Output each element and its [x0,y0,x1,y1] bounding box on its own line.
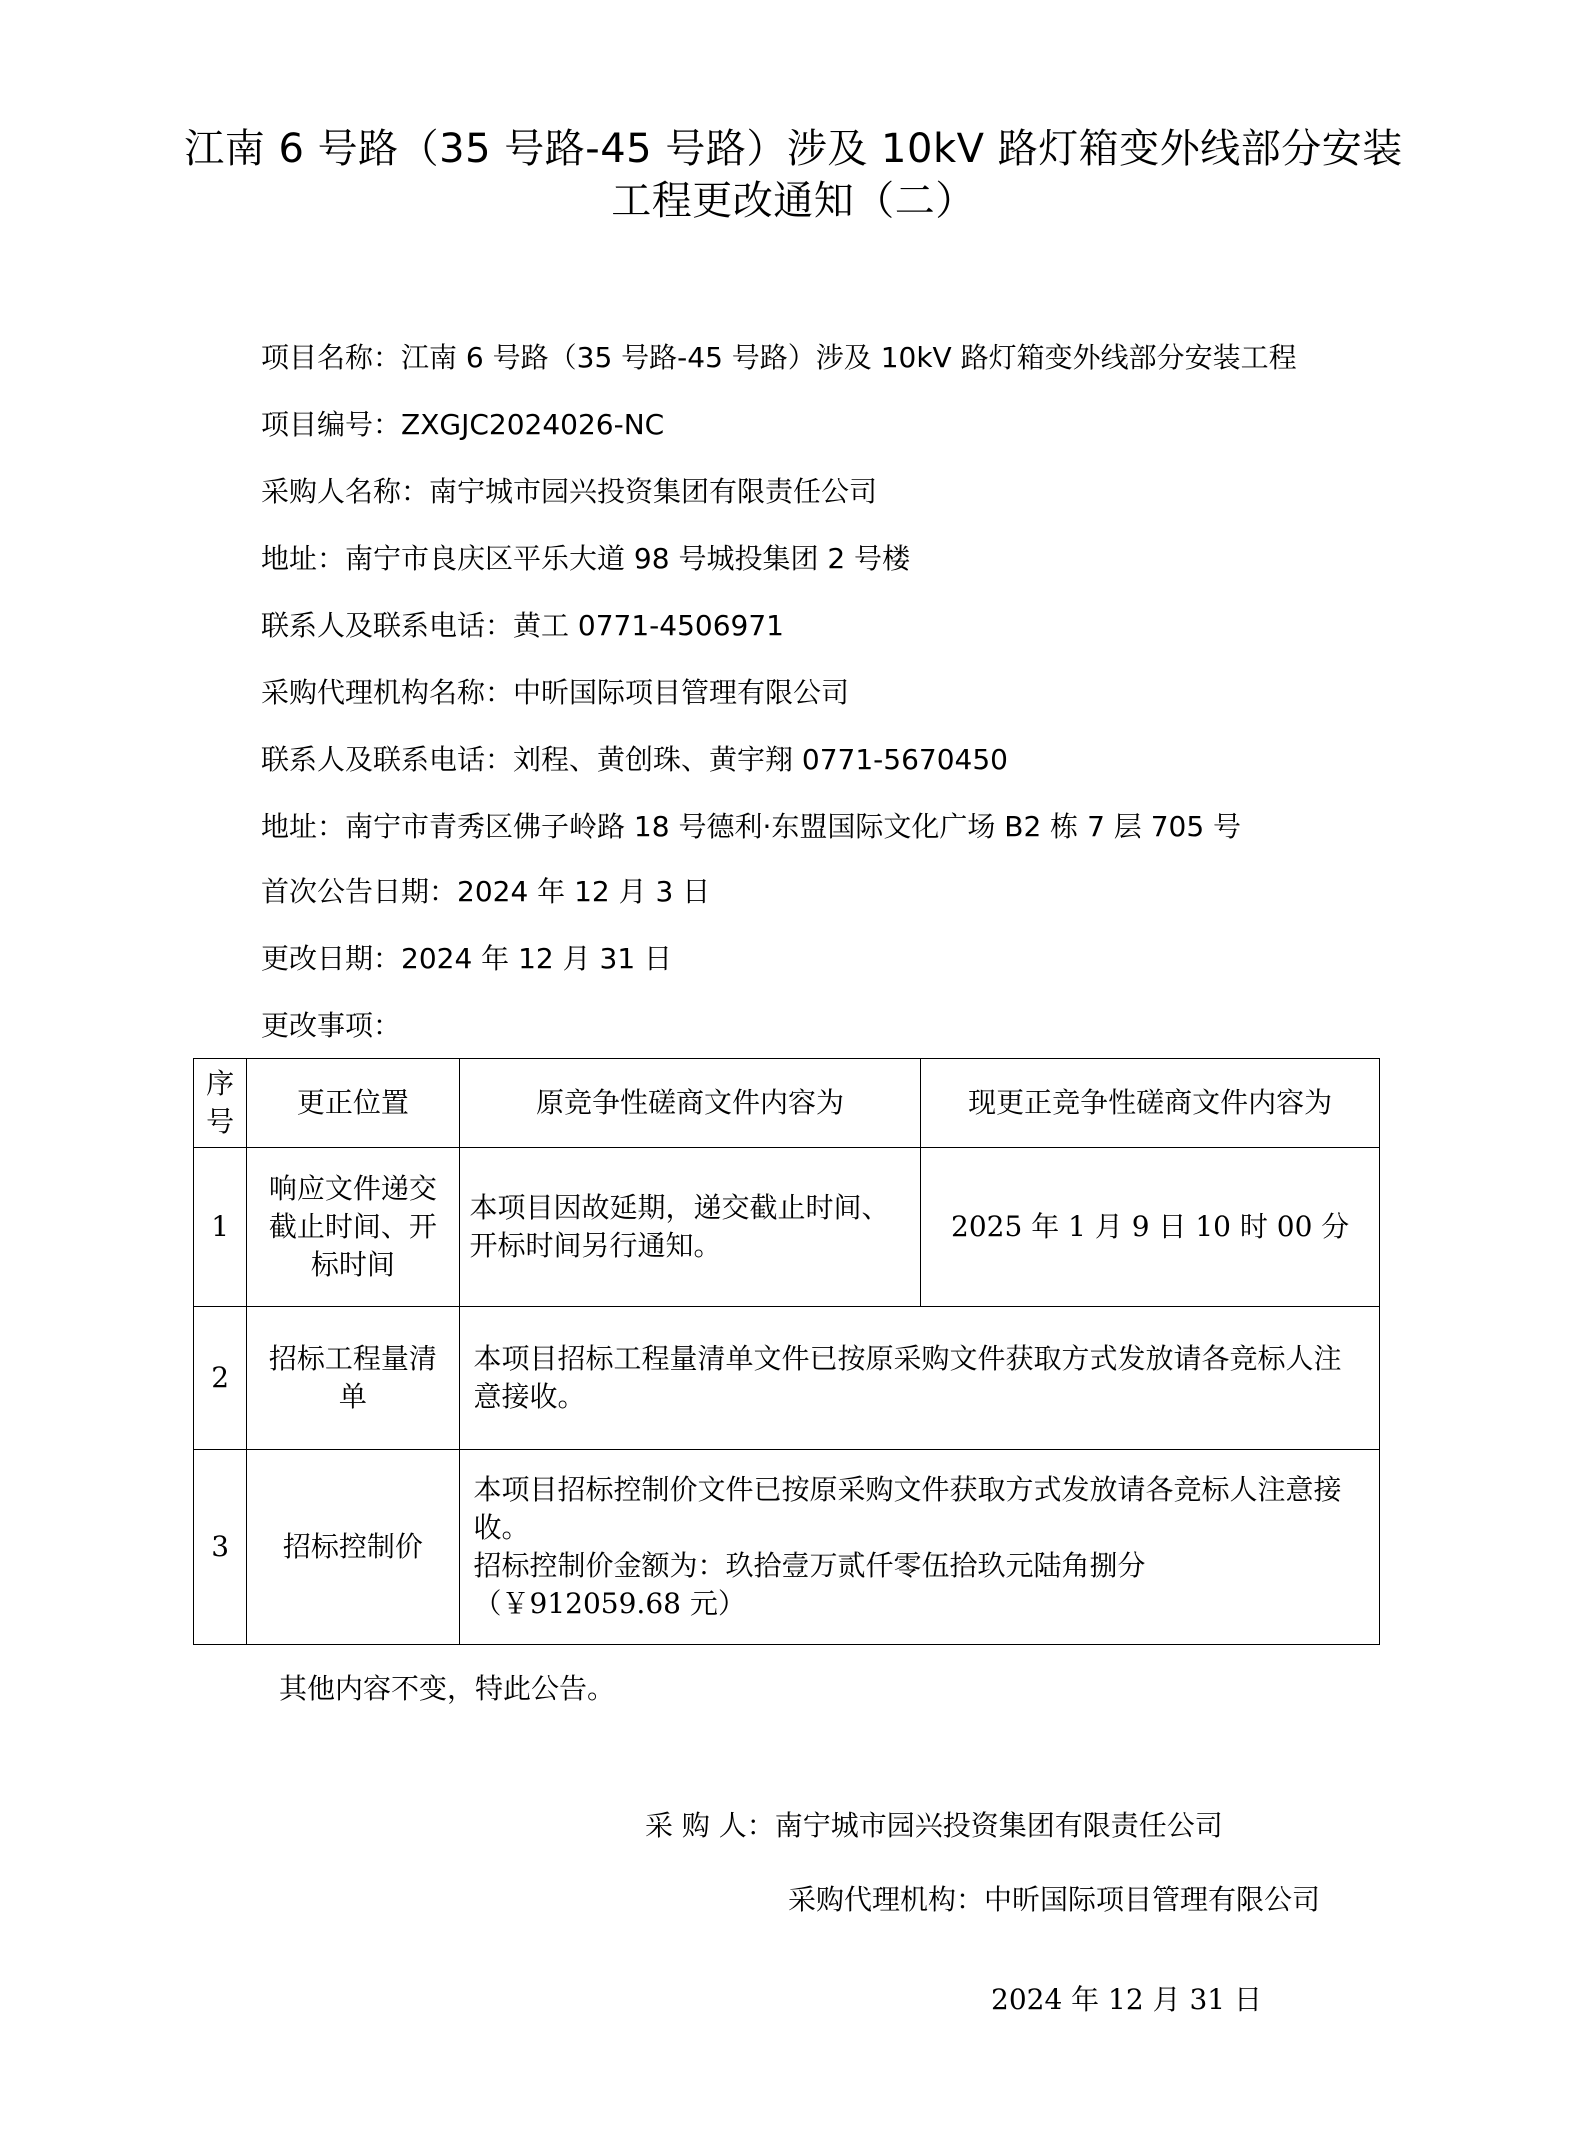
info-label: 采购人名称： [261,475,430,508]
info-value: 刘程、黄创珠、黄宇翔 0771-5670450 [513,743,1008,776]
header-position: 更正位置 [247,1059,459,1148]
header-updated: 现更正竞争性磋商文件内容为 [921,1059,1380,1148]
info-change-date [261,939,1561,979]
info-first-notice-date [261,872,1561,912]
info-value: 南宁市良庆区平乐大道 98 号城投集团 2 号楼 [345,542,911,575]
cell-content-line3: （￥912059.68 元） [473,1587,746,1620]
closing-statement: 其他内容不变，特此公告。 [279,1672,616,1705]
cell-content [459,1450,1379,1645]
signature-agency: 采购代理机构：中昕国际项目管理有限公司 [788,1883,1321,1916]
cell-content-line1: 本项目招标控制价文件已按原采购文件获取方式发放请各竞标人注意接收。 [473,1473,1342,1544]
info-label: 更改日期： [261,942,402,975]
cell-content: 本项目招标工程量清单文件已按原采购文件获取方式发放请各竞标人注意接收。 [459,1307,1379,1450]
cell-updated: 2025 年 1 月 9 日 10 时 00 分 [921,1148,1380,1307]
info-project-number [261,405,1561,445]
info-purchaser-address [261,539,1561,579]
cell-no: 1 [194,1148,247,1307]
info-value: 黄工 0771-4506971 [513,609,784,642]
cell-position: 招标控制价 [247,1450,459,1645]
info-label: 采购代理机构名称： [261,676,514,709]
document-title-line2: 工程更改通知（二） [611,178,976,224]
info-label: 更改事项： [261,1009,402,1042]
info-agency-address [261,807,1561,847]
info-value: 2024 年 12 月 3 日 [457,875,711,908]
table-header-row [194,1059,1380,1148]
info-value: ZXGJC2024026-NC [401,408,665,441]
changes-table [193,1058,1380,1645]
info-value: 中昕国际项目管理有限公司 [513,676,850,709]
info-label: 联系人及联系电话： [261,743,514,776]
header-original: 原竞争性磋商文件内容为 [459,1059,921,1148]
header-no: 序号 [194,1059,247,1148]
info-label: 地址： [261,542,346,575]
table-row [194,1307,1380,1450]
info-value: 南宁城市园兴投资集团有限责任公司 [429,475,878,508]
info-value: 南宁市青秀区佛子岭路 18 号德利·东盟国际文化广场 B2 栋 7 层 705 号 [345,810,1242,843]
info-label: 项目名称： [261,341,402,374]
info-change-items [261,1006,1561,1046]
cell-original: 本项目因故延期，递交截止时间、开标时间另行通知。 [459,1148,921,1307]
signature-date: 2024 年 12 月 31 日 [991,1983,1263,2016]
info-purchaser-contact [261,606,1561,646]
info-value: 江南 6 号路（35 号路-45 号路）涉及 10kV 路灯箱变外线部分安装工程 [401,341,1297,374]
info-label: 项目编号： [261,408,402,441]
cell-no: 2 [194,1307,247,1450]
info-project-name [261,338,1561,378]
cell-no: 3 [194,1450,247,1645]
cell-content-line2: 招标控制价金额为：玖拾壹万贰仟零伍拾玖元陆角捌分 [473,1549,1146,1582]
info-purchaser-name [261,472,1561,512]
table-row [194,1450,1380,1645]
cell-position: 响应文件递交截止时间、开标时间 [247,1148,459,1307]
info-label: 地址： [261,810,346,843]
document-title-line1: 江南 6 号路（35 号路-45 号路）涉及 10kV 路灯箱变外线部分安装 [184,126,1403,172]
info-agency-contact [261,740,1561,780]
info-label: 联系人及联系电话： [261,609,514,642]
cell-position: 招标工程量清单 [247,1307,459,1450]
table-row [194,1148,1380,1307]
info-label: 首次公告日期： [261,875,458,908]
info-value: 2024 年 12 月 31 日 [401,942,673,975]
signature-purchaser: 采 购 人：南宁城市园兴投资集团有限责任公司 [645,1809,1223,1842]
info-agency-name [261,673,1561,713]
